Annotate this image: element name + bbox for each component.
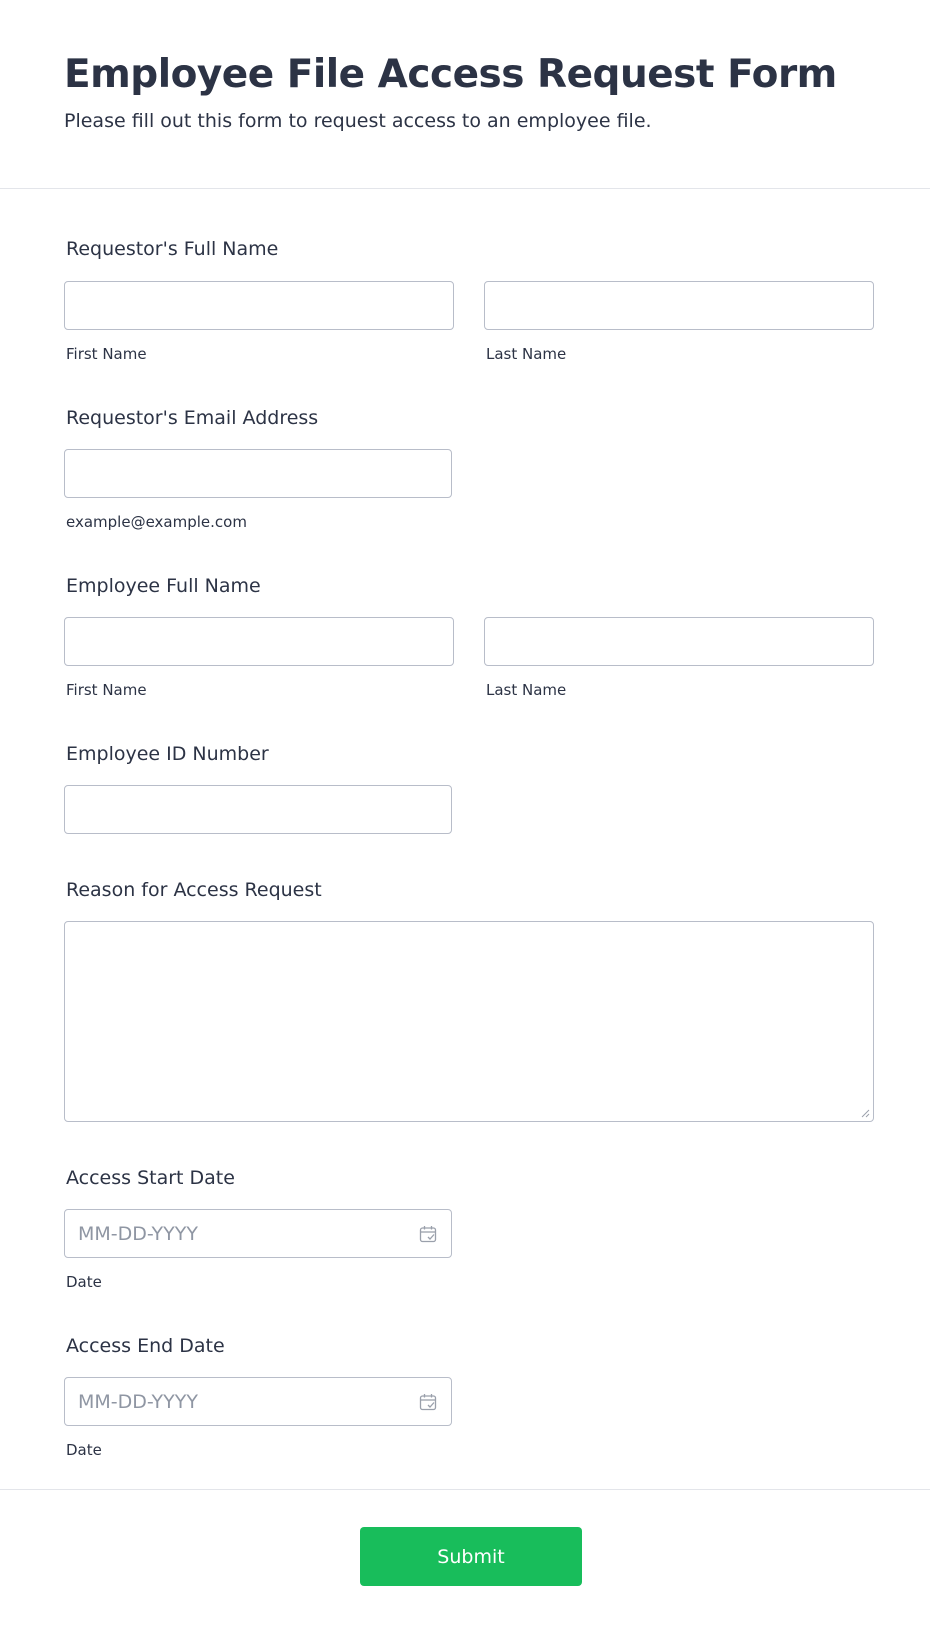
requestor-email-input[interactable]: [64, 449, 452, 498]
calendar-icon[interactable]: [419, 1393, 437, 1411]
employee-name-label: Employee Full Name: [66, 575, 261, 597]
requestor-first-name-input[interactable]: [64, 281, 454, 330]
footer-divider: [0, 1489, 930, 1490]
end-date-input[interactable]: [64, 1377, 452, 1426]
form-header: [0, 0, 930, 189]
employee-id-label: Employee ID Number: [66, 743, 269, 765]
requestor-last-name-input[interactable]: [484, 281, 874, 330]
employee-first-name-input[interactable]: [64, 617, 454, 666]
employee-last-name-input[interactable]: [484, 617, 874, 666]
end-date-label: Access End Date: [66, 1335, 225, 1357]
reason-label: Reason for Access Request: [66, 879, 322, 901]
requestor-email-sublabel: example@example.com: [66, 513, 247, 531]
requestor-email-label: Requestor's Email Address: [66, 407, 319, 429]
employee-first-name-sublabel: First Name: [66, 681, 147, 699]
resize-handle-icon[interactable]: [861, 1109, 870, 1118]
employee-id-input[interactable]: [64, 785, 452, 834]
calendar-icon[interactable]: [419, 1225, 437, 1243]
submit-button[interactable]: Submit: [360, 1527, 582, 1586]
requestor-name-label: Requestor's Full Name: [66, 238, 279, 260]
form-subtitle: Please fill out this form to request access to an employee file.: [64, 110, 652, 132]
start-date-placeholder: MM-DD-YYYY: [78, 1223, 198, 1245]
requestor-last-name-sublabel: Last Name: [486, 345, 567, 363]
end-date-sublabel: Date: [66, 1441, 102, 1459]
requestor-first-name-sublabel: First Name: [66, 345, 147, 363]
form-title: Employee File Access Request Form: [64, 52, 837, 97]
reason-textarea[interactable]: [64, 921, 874, 1122]
start-date-input[interactable]: [64, 1209, 452, 1258]
end-date-placeholder: MM-DD-YYYY: [78, 1391, 198, 1413]
start-date-label: Access Start Date: [66, 1167, 235, 1189]
start-date-sublabel: Date: [66, 1273, 102, 1291]
employee-last-name-sublabel: Last Name: [486, 681, 567, 699]
